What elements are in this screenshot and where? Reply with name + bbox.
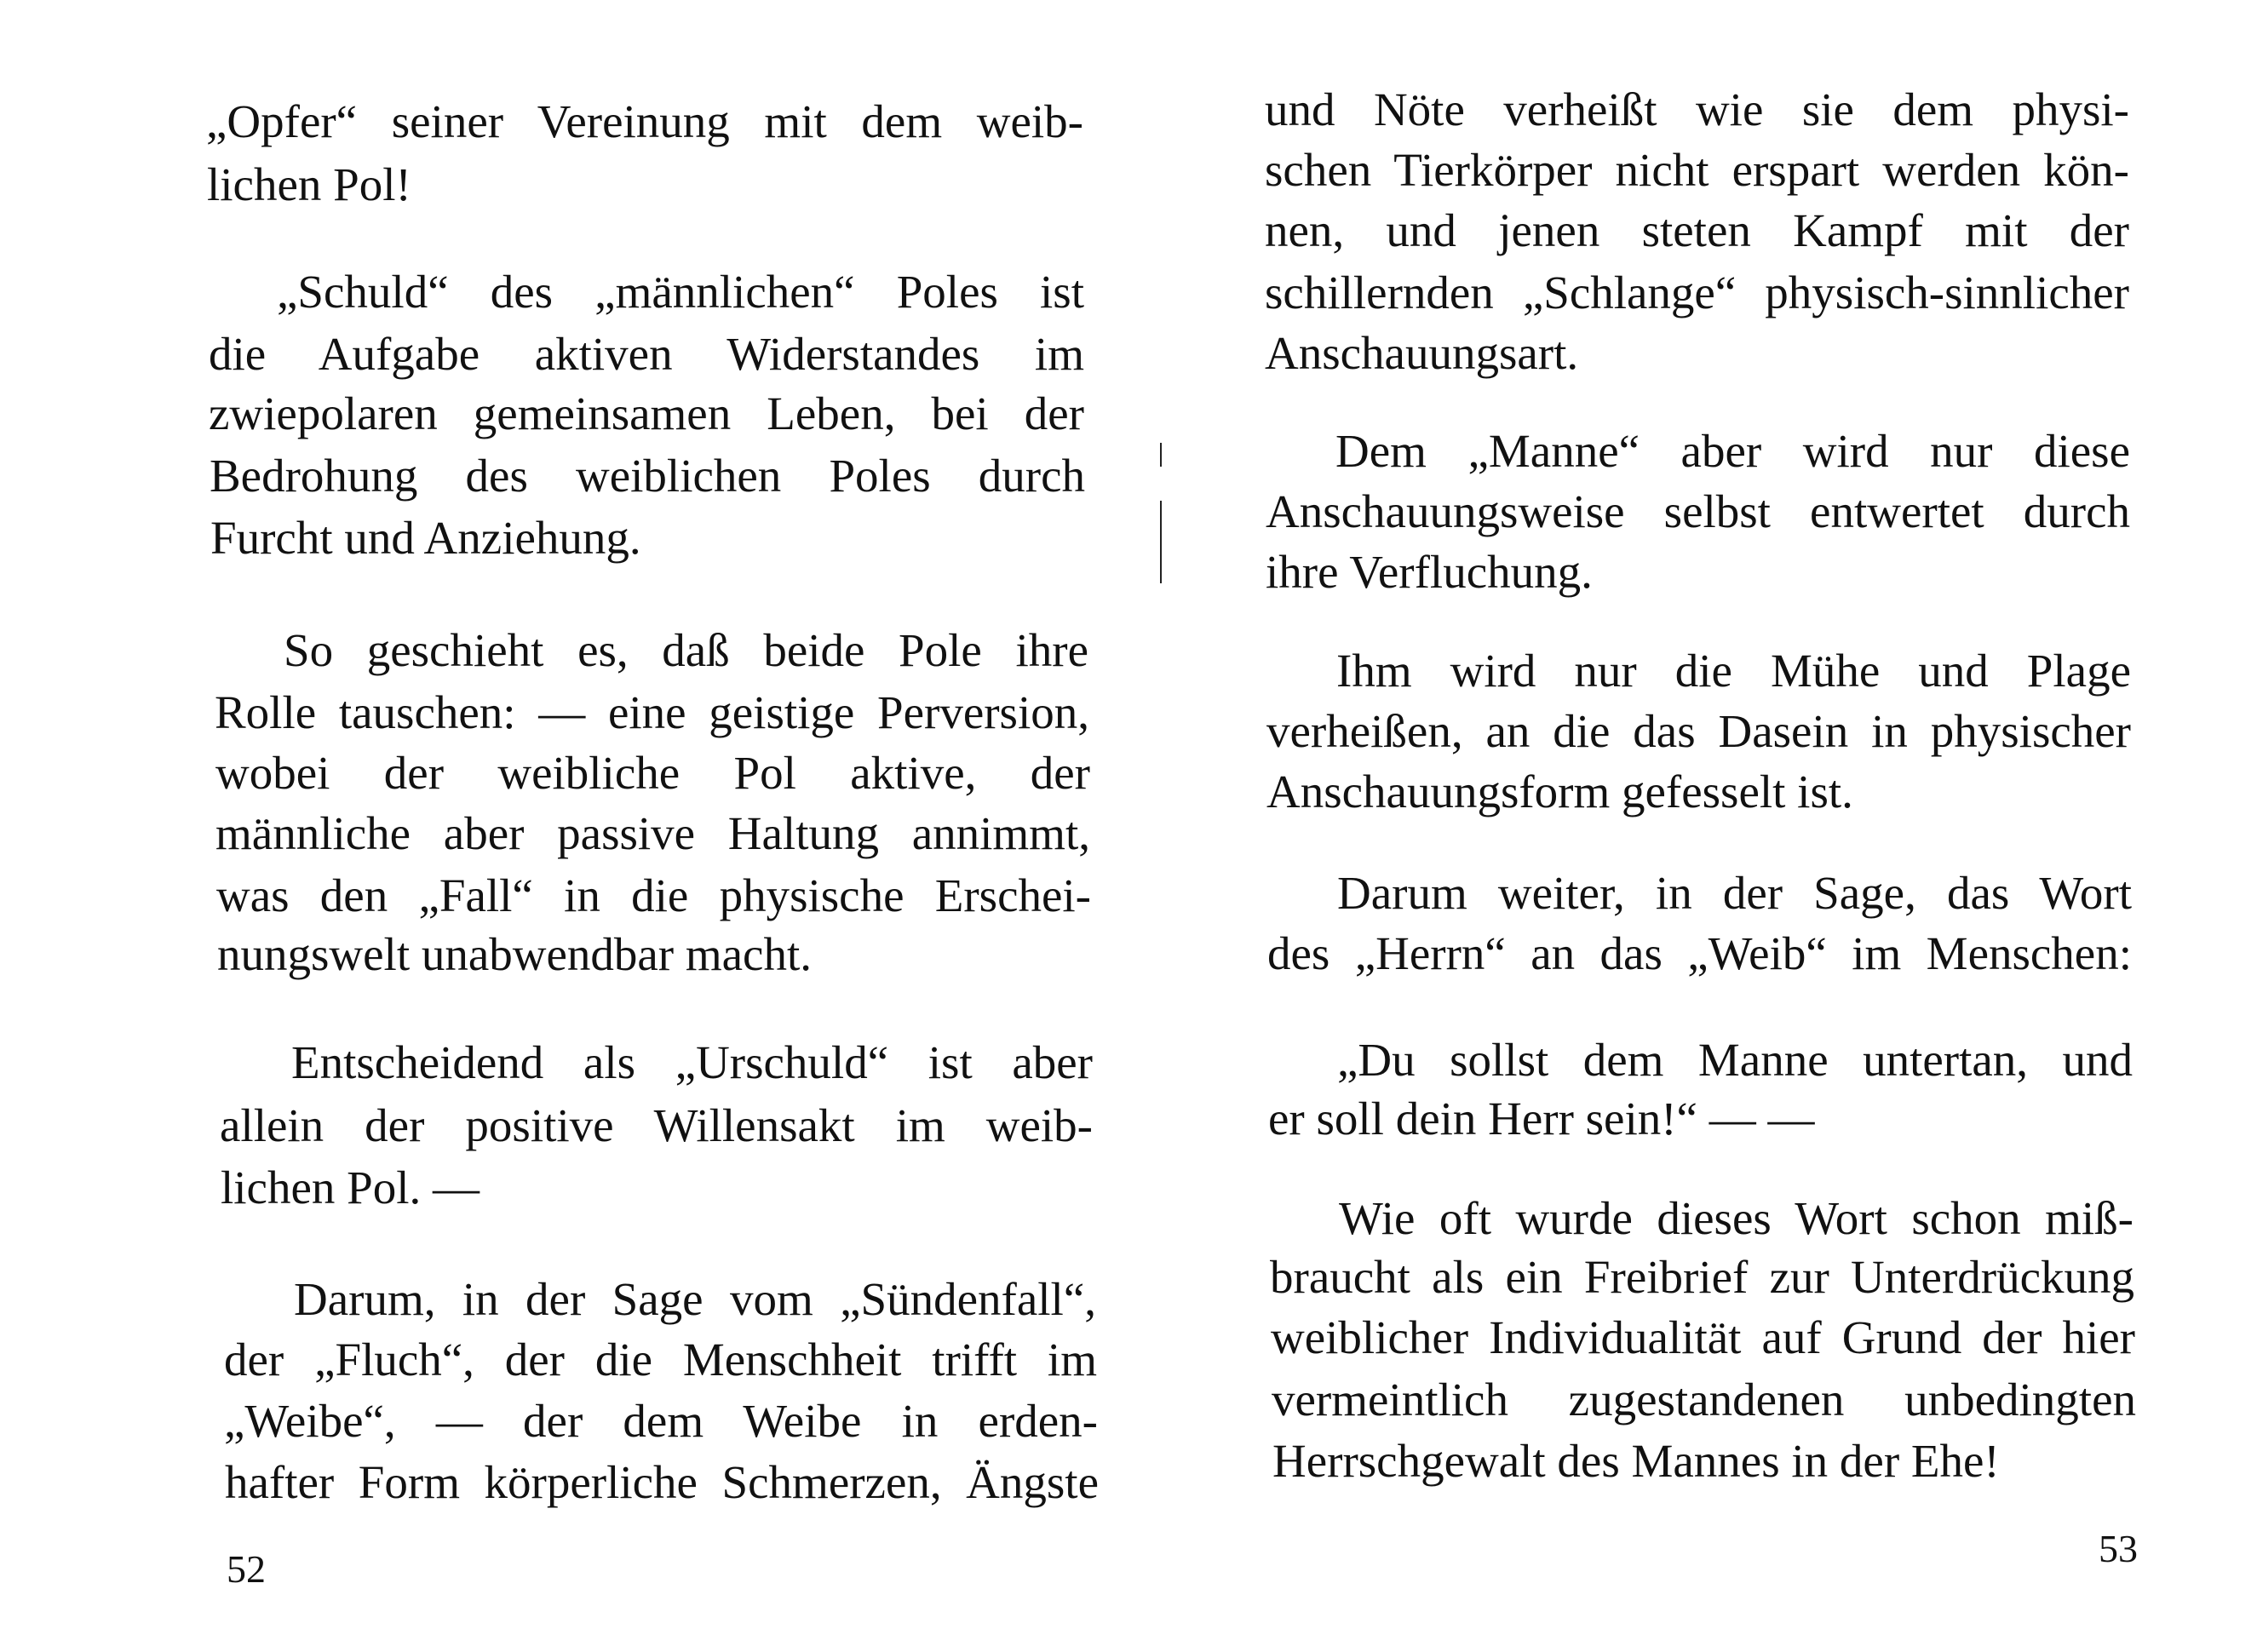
- text-line: lichen Pol. —: [221, 1162, 480, 1213]
- text-line: hafter Form körperliche Schmerzen, Ängste: [225, 1456, 1099, 1508]
- text-line: Herrschgewalt des Mannes in der Ehe!: [1272, 1435, 2000, 1487]
- text-line: allein der positive Willensakt im weib-: [220, 1099, 1093, 1151]
- text-line: So geschieht es, daß beide Pole ihre: [284, 624, 1088, 676]
- text-line: zwiepolaren gemeinsamen Leben, bei der: [209, 387, 1084, 439]
- text-line: Furcht und Anziehung.: [210, 512, 641, 564]
- text-line: Darum weiter, in der Sage, das Wort: [1337, 867, 2132, 919]
- text-line: Entscheidend als „Urschuld“ ist aber: [291, 1036, 1093, 1088]
- text-line: Darum, in der Sage vom „Sündenfall“,: [294, 1273, 1096, 1325]
- text-line: die Aufgabe aktiven Widerstandes im: [209, 328, 1084, 380]
- text-line: „Du sollst dem Manne untertan, und: [1337, 1034, 2133, 1086]
- text-line: er soll dein Herr sein!“ — —: [1268, 1093, 1815, 1144]
- text-line: „Weibe“, — der dem Weibe in erden-: [224, 1395, 1098, 1447]
- text-line: Bedrohung des weiblichen Poles durch: [210, 450, 1085, 502]
- text-line: weiblicher Individualität auf Grund der hier: [1271, 1311, 2135, 1363]
- text-line: lichen Pol!: [207, 158, 411, 210]
- text-line: der „Fluch“, der die Menschheit trifft im: [224, 1334, 1097, 1385]
- page-number: 53: [2099, 1527, 2138, 1570]
- text-line: Anschauungsweise selbst entwertet durch: [1266, 485, 2130, 537]
- text-line: braucht als ein Freibrief zur Unterdrückung: [1270, 1251, 2134, 1303]
- text-line: männliche aber passive Haltung annimmt,: [215, 807, 1090, 859]
- text-line: wobei der weibliche Pol aktive, der: [215, 747, 1090, 799]
- text-line: Anschauungsform gefesselt ist.: [1266, 766, 1853, 817]
- text-line: nungswelt unabwendbar macht.: [217, 928, 813, 980]
- text-line: nen, und jenen steten Kampf mit der: [1265, 204, 2129, 256]
- text-line: Wie oft wurde dieses Wort schon miß-: [1339, 1192, 2134, 1244]
- right-page: [1128, 0, 2257, 1652]
- text-line: Ihm wird nur die Mühe und Plage: [1336, 645, 2131, 697]
- text-line: und Nöte verheißt wie sie dem physi-: [1265, 83, 2129, 135]
- text-line: „Opfer“ seiner Vereinung mit dem weib-: [206, 95, 1083, 147]
- text-line: was den „Fall“ in die physische Erschei-: [216, 869, 1091, 921]
- text-line: verheißen, an die das Dasein in physischer: [1266, 705, 2131, 757]
- text-line: vermeintlich zugestandenen unbedingten: [1272, 1374, 2136, 1425]
- text-line: Dem „Manne“ aber wird nur diese: [1335, 425, 2130, 477]
- text-line: des „Herrn“ an das „Weib“ im Menschen:: [1267, 927, 2132, 979]
- text-line: „Schuld“ des „männlichen“ Poles ist: [277, 266, 1084, 318]
- left-page: [0, 0, 1128, 1652]
- page-number: 52: [227, 1547, 266, 1591]
- text-line: schillernden „Schlange“ physisch-sinnlicher: [1265, 267, 2129, 318]
- text-line: ihre Verfluchung.: [1266, 546, 1593, 598]
- text-line: Anschauungsart.: [1265, 327, 1579, 379]
- text-line: schen Tierkörper nicht erspart werden kön-: [1265, 144, 2129, 196]
- text-line: Rolle tauschen: — eine geistige Perversion,: [215, 686, 1089, 738]
